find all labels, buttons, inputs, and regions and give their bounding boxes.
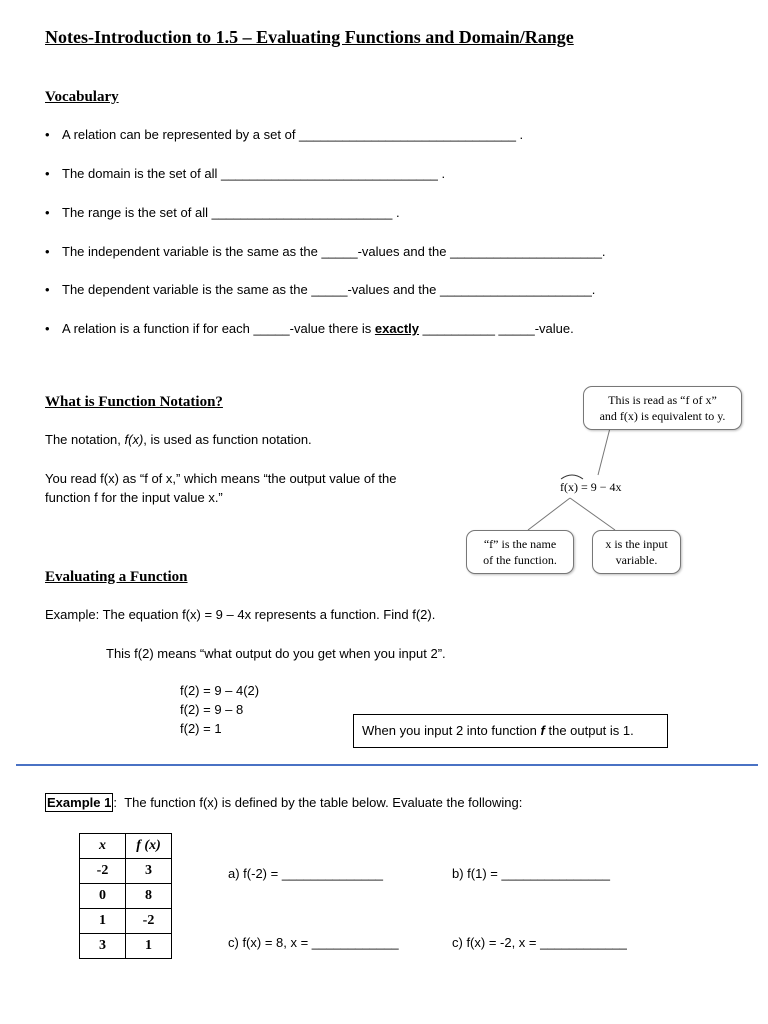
question-c-1: c) f(x) = 8, x = ____________ <box>228 935 399 950</box>
bullet-icon: • <box>45 205 50 220</box>
vocabulary-heading: Vocabulary <box>45 89 119 105</box>
table-cell: 1 <box>126 934 172 959</box>
table-row <box>80 859 172 884</box>
arc-mark <box>561 475 583 479</box>
callout-text: x is the input <box>605 537 668 551</box>
callout-text: “f” is the name <box>483 537 557 551</box>
example1-text: The function f(x) is defined by the table below. Evaluate the following: <box>124 795 523 810</box>
answer-box <box>353 714 668 748</box>
text: the output is 1. <box>544 723 634 738</box>
vocab-item-dependent <box>45 282 595 297</box>
bullet-icon: • <box>45 166 50 181</box>
step-2: f(2) = 9 – 8 <box>180 702 244 717</box>
text: f <box>540 723 545 738</box>
section-divider <box>16 764 758 766</box>
question-b: b) f(1) = _______________ <box>452 866 610 881</box>
table-row <box>80 934 172 959</box>
vocab-text: A relation can be represented by a set of ______________________________ . <box>62 127 524 142</box>
vocab-bold: exactly <box>374 321 420 336</box>
vocab-text: The range is the set of all _________________________ . <box>62 205 400 220</box>
vocab-text: The domain is the set of all ______________________________ . <box>62 166 446 181</box>
callout-text: and f(x) is equivalent to y. <box>599 409 726 423</box>
function-table <box>79 833 172 959</box>
vocab-text: A relation is a function if for each _____-value there is <box>62 321 375 336</box>
callout-name-of-function <box>466 530 574 574</box>
text: , is used as function notation. <box>143 432 312 447</box>
evaluating-example: Example: The equation f(x) = 9 – 4x represents a function. Find f(2). <box>45 607 436 622</box>
notation-paragraph-1 <box>45 432 312 447</box>
notation-heading: What is Function Notation? <box>45 394 223 410</box>
notation-paragraph-2-line-2: function f for the input value x.” <box>45 490 223 505</box>
evaluating-heading: Evaluating a Function <box>45 569 188 585</box>
vocab-item-domain <box>45 166 445 181</box>
bullet-icon: • <box>45 321 50 336</box>
diagram-equation: f(x) = 9 − 4x <box>560 480 622 494</box>
table-header-x: x <box>80 834 126 859</box>
vocab-item-function <box>45 321 574 336</box>
callout-input-variable <box>592 530 681 574</box>
bullet-icon: • <box>45 127 50 142</box>
text: f(x) <box>124 432 144 447</box>
callout-text: variable. <box>615 553 658 567</box>
connector-line <box>598 428 610 475</box>
bullet-icon: • <box>45 244 50 259</box>
callout-text: This is read as “f of x” <box>608 393 717 407</box>
table-cell: 0 <box>80 884 126 909</box>
table-header-row <box>80 834 172 859</box>
table-row <box>80 909 172 934</box>
notation-paragraph-2-line-1: You read f(x) as “f of x,” which means “the output value of the <box>45 471 397 486</box>
text: When you input 2 into function <box>362 723 541 738</box>
question-a: a) f(-2) = ______________ <box>228 866 384 881</box>
table-cell: 1 <box>80 909 126 934</box>
text: : <box>113 795 117 810</box>
callout-read-as <box>583 386 742 430</box>
table-row <box>80 884 172 909</box>
table-header-fx: f (x) <box>126 834 172 859</box>
example1-label: Example 1 <box>47 795 112 810</box>
step-1: f(2) = 9 – 4(2) <box>180 683 260 698</box>
evaluating-meaning: This f(2) means “what output do you get when you input 2”. <box>106 646 446 661</box>
connector-line <box>528 498 570 530</box>
question-c-2: c) f(x) = -2, x = ____________ <box>452 935 627 950</box>
bullet-icon: • <box>45 282 50 297</box>
vocab-item-independent <box>45 244 606 259</box>
table-cell: 3 <box>126 859 172 884</box>
vocab-item-range <box>45 205 400 220</box>
table-cell: -2 <box>80 859 126 884</box>
callout-text: of the function. <box>483 553 557 567</box>
example1-line <box>45 795 522 810</box>
page-title: Notes-Introduction to 1.5 – Evaluating Functions and Domain/Range <box>45 27 574 47</box>
table-cell: 8 <box>126 884 172 909</box>
step-3: f(2) = 1 <box>180 721 222 736</box>
table-cell: -2 <box>126 909 172 934</box>
vocab-item-relation <box>45 127 523 142</box>
text: The notation, <box>45 432 125 447</box>
vocab-text: __________ _____-value. <box>419 321 574 336</box>
table-cell: 3 <box>80 934 126 959</box>
vocab-text: The dependent variable is the same as the _____-values and the _____________________. <box>62 282 596 297</box>
connector-line <box>570 498 615 530</box>
vocab-text: The independent variable is the same as the _____-values and the _____________________. <box>62 244 606 259</box>
